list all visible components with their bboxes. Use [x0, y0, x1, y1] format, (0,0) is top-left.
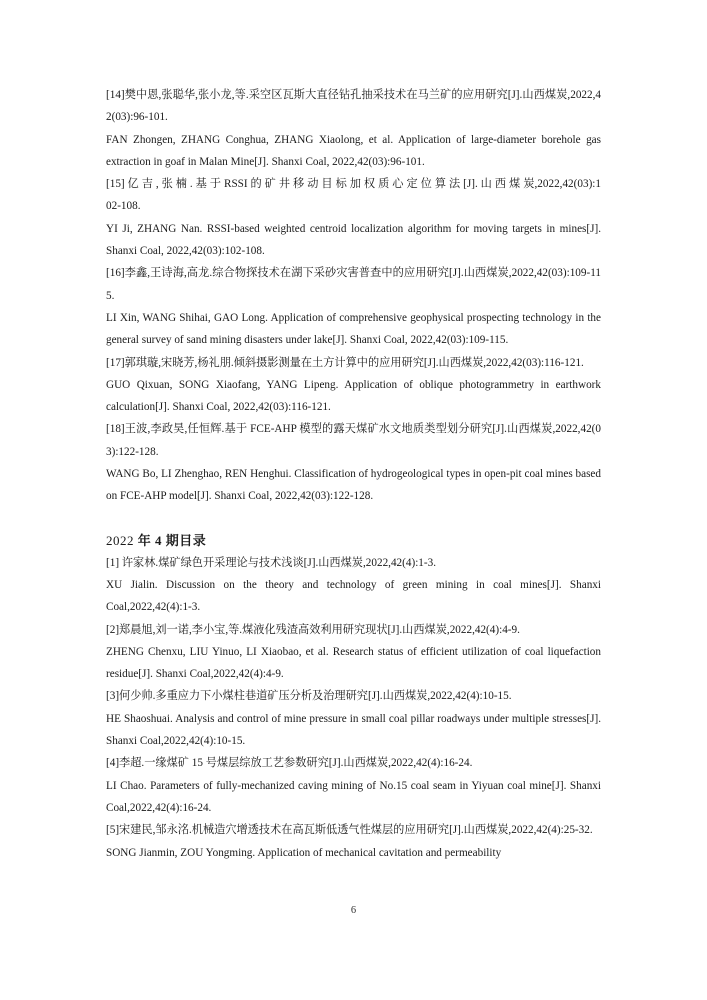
reference-cn: [16]李鑫,王诗海,高龙.综合物探技术在湖下采砂灾害普查中的应用研究[J].山西煤炭,2022,42(03):109-115. [106, 267, 601, 302]
reference-cn: [17]郭琪璇,宋晓芳,杨礼朋.倾斜摄影测量在土方计算中的应用研究[J].山西煤炭,2022,42(03):116-121. [106, 356, 584, 369]
reference-cn: [14]樊中恩,张聪华,张小龙,等.采空区瓦斯大直径钻孔抽采技术在马兰矿的应用研究[J].山西煤炭,2022,42(03):96-101. [106, 89, 601, 124]
reference-entry-17 [106, 352, 601, 419]
document-page [106, 84, 601, 864]
reference-entry-3 [106, 685, 601, 752]
reference-entry-16 [106, 262, 601, 351]
issue-heading [106, 530, 601, 552]
reference-entry-18 [106, 418, 601, 507]
reference-entry-5 [106, 819, 601, 864]
page-number: 6 [350, 905, 357, 916]
reference-en: HE Shaoshuai. Analysis and control of mine pressure in small coal pillar roadways under multiple stresses[J]. Shanxi Coal,2022,42(4):10-15. [106, 712, 601, 748]
reference-en: XU Jialin. Discussion on the theory and technology of green mining in coal mines[J]. Shanxi Coal,2022,42(4):1-3. [106, 578, 601, 614]
reference-en: FAN Zhongen, ZHANG Conghua, ZHANG Xiaolong, et al. Application of large-diameter borehole gas extraction in goaf in Malan Mine[J]. Shanxi Coal, 2022,42(03):96-101. [106, 133, 601, 168]
reference-entry-15 [106, 173, 601, 262]
reference-cn: [3]何少帅.多重应力下小煤柱巷道矿压分析及治理研究[J].山西煤炭,2022,42(4):10-15. [106, 690, 512, 703]
reference-en: SONG Jianmin, ZOU Yongming. Application of mechanical cavitation and permeability [106, 846, 502, 859]
reference-cn: [2]郑晨旭,刘一诺,李小宝,等.煤液化残渣高效利用研究现状[J].山西煤炭,2022,42(4):4-9. [106, 623, 520, 636]
reference-en: WANG Bo, LI Zhenghao, REN Henghui. Classification of hydrogeological types in open-pit coal mines based on FCE-AHP model[J]. Shanxi Coal, 2022,42(03):122-128. [106, 468, 601, 503]
reference-entry-14 [106, 84, 601, 173]
issue-suffix: 年 4 期目录 [137, 532, 207, 548]
reference-cn: [4]李超.一缘煤矿 15 号煤层综放工艺参数研究[J].山西煤炭,2022,42(4):16-24. [106, 757, 473, 770]
issue-year: 2022 [106, 532, 134, 548]
reference-en: ZHENG Chenxu, LIU Yinuo, LI Xiaobao, et al. Research status of efficient utilization of coal liquefaction residue[J]. Shanxi Coal,2022,42(4):4-9. [106, 645, 601, 681]
reference-en: GUO Qixuan, SONG Xiaofang, YANG Lipeng. Application of oblique photogrammetry in earthwork calculation[J]. Shanxi Coal, 2022,42(03):116-121. [106, 378, 601, 414]
reference-entry-2 [106, 619, 601, 686]
reference-en: LI Xin, WANG Shihai, GAO Long. Application of comprehensive geophysical prospecting technology in the general survey of sand mining disasters under lake[J]. Shanxi Coal, 2022,42(03):109-115. [106, 311, 601, 347]
reference-en: YI Ji, ZHANG Nan. RSSI-based weighted centroid localization algorithm for moving targets in mines[J]. Shanxi Coal, 2022,42(03):102-108. [106, 222, 601, 258]
reference-entry-1 [106, 552, 601, 619]
reference-cn: [1] 许家林.煤矿绿色开采理论与技术浅谈[J].山西煤炭,2022,42(4):1-3. [106, 556, 437, 569]
reference-cn: [5]宋建民,邹永洺.机械造穴增透技术在高瓦斯低透气性煤层的应用研究[J].山西煤炭,2022,42(4):25-32. [106, 824, 593, 837]
reference-entry-4 [106, 752, 601, 819]
reference-cn: [15] 亿 吉 , 张 楠 . 基 于 RSSI 的 矿 井 移 动 目 标 加 权 质 心 定 位 算 法 [J]. 山 西 煤 炭,2022,42(03):102-108. [106, 178, 601, 213]
reference-cn: [18]王波,李政昊,任恒辉.基于 FCE-AHP 模型的露天煤矿水文地质类型划分研究[J].山西煤炭,2022,42(03):122-128. [106, 423, 601, 458]
reference-en: LI Chao. Parameters of fully-mechanized caving mining of No.15 coal seam in Yiyuan coal mine[J]. Shanxi Coal,2022,42(4):16-24. [106, 779, 601, 814]
